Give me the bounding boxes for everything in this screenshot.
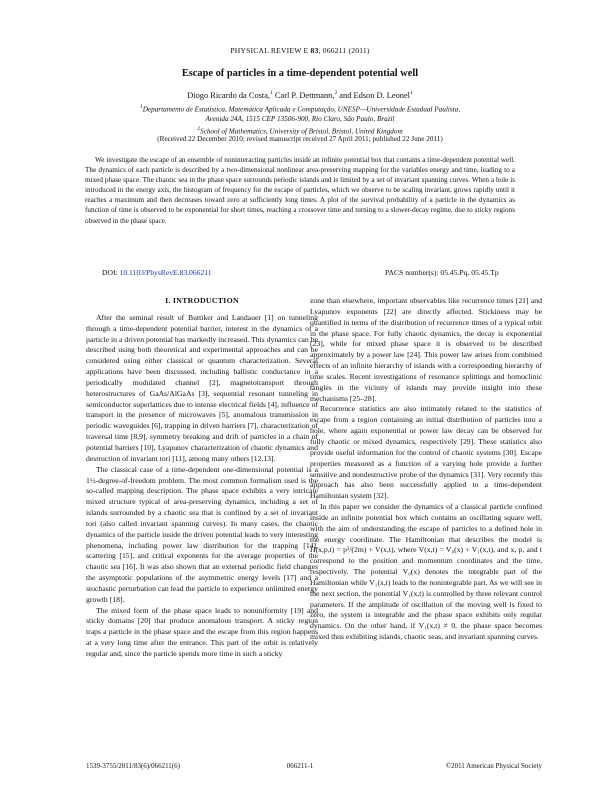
pacs-numbers: PACS number(s): 05.45.Pq, 05.45.Tp: [385, 268, 499, 277]
right-column: [310, 296, 542, 643]
right-paragraph-1: zone than elsewhere, important observables like recurrence times [21] and Lyapunov exponents [22] are directly affected. Stickiness may be quantified in terms of the distribution of recurrence times of a typical orbit in the phase space. For fully chaotic dynamics, the decay is exponential [23], while for mixed phase space it is observed to be described approximately by a power law [24]. This power law arises from combined effects of an infinite hierarchy of islands with a corresponding hierarchy of time scales. Recent investigations of resonance splittings and homoclinic tangles in the vicinity of islands may provide insight into these mechanisms [25–28].: [310, 296, 542, 403]
author-2: Carl P. Dettmann,: [274, 90, 335, 100]
author-1-sup: 1: [270, 90, 273, 96]
affiliation-1: [0, 103, 600, 125]
journal-volume: 83: [310, 46, 319, 55]
section-heading: I. INTRODUCTION: [165, 296, 239, 305]
affiliation-1-sup: 1: [139, 104, 143, 110]
footer-copyright: ©2011 American Physical Society: [445, 762, 542, 770]
footer-issn: 1539-3755/2011/83(6)/066211(6): [86, 762, 180, 770]
left-paragraph-2: The classical case of a time-dependent one-dimensional potential is a 1½-degree-of-freedom problem. The most common formalism used is the so-called mapping description. The phase space exhibits a very intricate mixed structure typical of area-preserving dynamics, including a set of islands surrounded by a chaotic sea that is confined by a set of invariant tori (also called invariant spanning curves). In many cases, the chaotic dynamics of the particle inside the driven potential leads to very interesting phenomena, including power law distribution for the trapping [14], scattering [15], and critical exponents for the average properties of the chaotic sea [16]. It was also shown that an external periodic field changes the asymptotic populations of the asymmetric energy levels [17] and a stochastic perturbation can lead the particle to experience unlimited energy growth [18].: [86, 464, 318, 604]
author-3-sup: 1: [410, 90, 413, 96]
left-column: [86, 296, 318, 660]
received-dates: (Received 22 December 2010; revised manuscript received 27 April 2011; published 22 June 2011): [157, 135, 443, 143]
footer-page-number: 066211-1: [286, 762, 314, 770]
left-paragraph-1: After the seminal result of Buttiker and Landauer [1] on tunneling through a time-dependent potential barrier, interest in the dynamics of a particle in a driven potential has markedly increased. This dynamics can be described using both theoretical and experimental approaches and can be considered using either classical or quantum characterization. Several applications have been discussed, including ballistic conductance in a periodically modulated channel [2], magnetotransport through heterostructures of GaAs/AlGaAs [3], sequential resonant tunneling in semiconductor superlattices due to intense electrical fields [4], influence of transport in the presence of microwaves [5], anomalous transmission in periodic waveguides [6], trapping in driven barriers [7], characterization of traversal time [8,9], symmetry breaking and drift of particles in a chain of potential barriers [10], Lyapunov characterization of chaotic dynamics and destruction of invariant tori [11], among many others [12,13].: [86, 312, 318, 463]
affiliation-2-sup: 2: [197, 126, 201, 132]
journal-name: PHYSICAL REVIEW E: [230, 46, 309, 55]
affiliation-2-line: School of Mathematics, University of Bristol, Bristol, United Kingdom: [200, 127, 403, 136]
author-3: and Edson D. Leonel: [339, 90, 411, 100]
doi-link[interactable]: 10.1103/PhysRevE.83.066211: [119, 268, 212, 277]
paper-title: Escape of particles in a time-dependent potential well: [181, 68, 419, 79]
abstract: We investigate the escape of an ensemble of noninteracting particles inside an infinite potential box that contains a time-dependent potential well. The dynamics of each particle is described by a two-dimensional nonlinear area-preserving mapping for the variables energy and time, leading to a mixed phase space. The chaotic sea in the phase space surrounds periodic islands and is limited by a set of invariant spanning curves. When a hole is introduced in the energy axis, the histogram of frequency for the escape of particles, which we observe to be scaling invariant, grows rapidly until it reaches a maximum and then decreases toward zero at sufficiently long times. A plot of the survival probability of a particle in the dynamics as function of time is observed to be exponential for short times, reaching a crossover time and turning to a slower-decay regime, due to sticky regions observed in the phase space.: [85, 156, 515, 225]
left-paragraph-3: The mixed form of the phase space leads to nonuniformity [19] and sticky domains [20] that produce anomalous transport. A sticky region traps a particle in the phase space and the escape from this region happens at a very long time after the entrance. This part of the orbit is relatively regular and, since the particle spends more time in such a sticky: [86, 605, 318, 658]
author-2-sup: 2: [334, 90, 338, 96]
doi-label: DOI:: [102, 268, 120, 277]
author-1: Diogo Ricardo da Costa,: [187, 90, 271, 100]
journal-issue: , 066211 (2011): [318, 46, 370, 55]
right-paragraph-2: Recurrence statistics are also intimately related to the statistics of escape from a region containing an initial distribution of particles into a hole, where again exponential or power law decay can be observed for fully chaotic or mixed dynamics, respectively [29]. These statistics also provide useful information for the control of chaotic systems [30]. Escape properties measured as a function of a varying hole provide a further sensitive and nondestructive probe of the dynamics [31]. Very recently this approach has also been successfully applied to a time-dependent Hamiltonian system [32].: [310, 404, 542, 501]
author-list: [0, 90, 600, 100]
right-paragraph-3: In this paper we consider the dynamics of a classical particle confined inside an infinite potential box which contains an oscillating square well, with the aim of understanding the escape of particles to a defined hole in the energy coordinate. The Hamiltonian that describes the model is H(x,p,t) = p²/(2m) + V(x,t), where V(x,t) = V₀(x) + V₁(x,t), and x, p, and t correspond to the position and momentum coordinates and the time, respectively. The potential V₀(x) denotes the integrable part of the Hamiltonian while V₁(x,t) leads to the nonintegrable part. As we will see in the next section, the potential V₁(x,t) is controlled by three relevant control parameters. If the amplitude of oscillation of the moving well is fixed to zero, the system is integrable and the phase space exhibits only regular dynamics. On the other hand, if V₁(x,t) ≠ 0, the phase space becomes mixed thus exhibiting islands, chaotic seas, and invariant spanning curves.: [310, 502, 542, 642]
journal-header: [0, 46, 600, 55]
affiliation-1-line-2: Avenida 24A, 1515 CEP 13506-900, Rio Claro, São Paulo, Brazil: [205, 114, 395, 123]
doi-line: [102, 268, 212, 277]
affiliation-1-line-1: Departamento de Estatística, Matemática Aplicada e Computação, UNESP—Universidade Estadual Paulista,: [142, 105, 461, 114]
